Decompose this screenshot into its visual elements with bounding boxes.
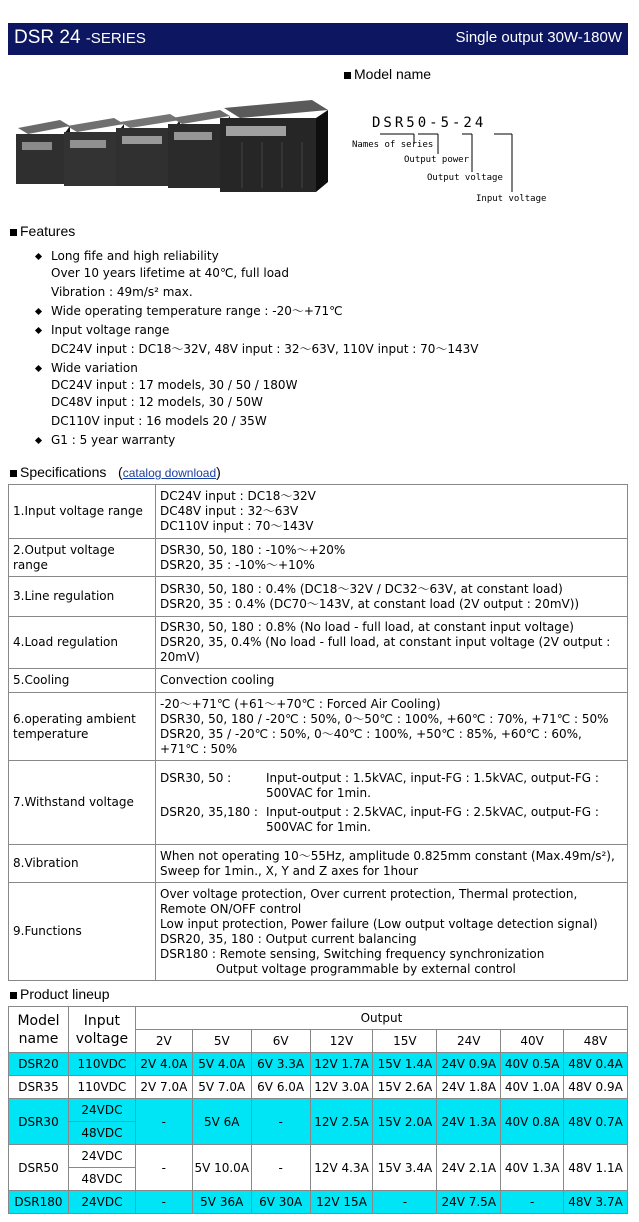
spec-value bbox=[156, 485, 628, 539]
spec-line: Over voltage protection, Over current protection, Thermal protection, bbox=[160, 886, 578, 901]
spec-row bbox=[9, 693, 628, 761]
features-heading bbox=[10, 223, 75, 239]
output-cell: 6V 3.3A bbox=[251, 1053, 310, 1076]
spec-row bbox=[9, 539, 628, 577]
output-cell: 5V 7.0A bbox=[192, 1076, 251, 1099]
table-row bbox=[9, 1076, 628, 1099]
output-cell: 12V 4.3A bbox=[310, 1145, 373, 1191]
header-title bbox=[14, 27, 146, 49]
voltage-header: 5V bbox=[192, 1030, 251, 1053]
spec-line: When not operating 10～55Hz, amplitude 0.825mm constant (Max.49m/s²), bbox=[160, 848, 615, 863]
spec-value bbox=[156, 845, 628, 883]
spec-key: 3.Line regulation bbox=[9, 577, 156, 617]
catalog-download-link[interactable]: catalog download bbox=[122, 466, 217, 480]
lineup-title: Product lineup bbox=[20, 986, 110, 1002]
model-cell: DSR20 bbox=[9, 1053, 69, 1076]
diamond-bullet-icon bbox=[35, 308, 42, 315]
spec-row bbox=[9, 485, 628, 539]
output-cell: 2V 7.0A bbox=[135, 1076, 192, 1099]
features-list bbox=[36, 248, 479, 449]
withstand-text: Input-output : 2.5kVAC, input-FG : 2.5kVAC, output-FG : 500VAC for 1min. bbox=[266, 804, 599, 834]
feature-line: Over 10 years lifetime at 40℃, full load bbox=[51, 266, 290, 280]
header-output: Output bbox=[135, 1007, 627, 1030]
output-cell: - bbox=[501, 1191, 564, 1214]
output-cell: - bbox=[251, 1145, 310, 1191]
voltage-header: 2V bbox=[135, 1030, 192, 1053]
feature-item bbox=[36, 432, 479, 449]
diamond-bullet-icon bbox=[35, 365, 42, 372]
feature-item bbox=[36, 248, 479, 301]
output-cell: 5V 6A bbox=[192, 1099, 251, 1145]
output-cell: 48V 0.7A bbox=[564, 1099, 628, 1145]
spec-value bbox=[156, 577, 628, 617]
output-cell: 15V 3.4A bbox=[373, 1145, 437, 1191]
table-row bbox=[9, 1099, 628, 1122]
spec-row bbox=[9, 577, 628, 617]
model-name-heading bbox=[344, 66, 431, 82]
spec-line: Output voltage programmable by external control bbox=[216, 961, 516, 976]
label-series: Names of series bbox=[352, 140, 434, 150]
model-cell: DSR35 bbox=[9, 1076, 69, 1099]
feature-item bbox=[36, 322, 479, 358]
square-bullet-icon bbox=[344, 72, 351, 79]
spec-line: DSR20, 35 : -10%～+10% bbox=[160, 557, 315, 572]
feature-line: Input voltage range bbox=[51, 323, 170, 337]
specifications-heading: Specifications (catalog download) bbox=[10, 464, 221, 480]
specifications-table bbox=[8, 484, 628, 981]
output-cell: 48V 0.9A bbox=[564, 1076, 628, 1099]
feature-item bbox=[36, 303, 479, 320]
withstand-model: DSR20, 35,180 : bbox=[160, 804, 258, 819]
output-cell: 48V 0.4A bbox=[564, 1053, 628, 1076]
output-cell: 40V 0.8A bbox=[501, 1099, 564, 1145]
output-cell: 12V 15A bbox=[310, 1191, 373, 1214]
spec-line: Low input protection, Power failure (Low output voltage detection signal) bbox=[160, 916, 598, 931]
feature-line: Long fife and high reliability bbox=[51, 249, 219, 263]
model-name-title: Model name bbox=[354, 66, 432, 82]
spec-line: DSR30, 50, 180 : 0.8% (No load - full load, at constant input voltage) bbox=[160, 620, 574, 634]
spec-value bbox=[156, 693, 628, 761]
feature-line: Vibration : 49m/s² max. bbox=[51, 285, 193, 299]
features-title: Features bbox=[20, 223, 76, 239]
label-output-voltage: Output voltage bbox=[427, 173, 503, 183]
voltage-header: 12V bbox=[310, 1030, 373, 1053]
output-cell: 6V 30A bbox=[251, 1191, 310, 1214]
output-cell: 40V 1.0A bbox=[501, 1076, 564, 1099]
spec-line: DSR30, 50, 180 : -10%～+20% bbox=[160, 542, 346, 557]
spec-value bbox=[156, 539, 628, 577]
voltage-header: 48V bbox=[564, 1030, 628, 1053]
output-cell: 12V 3.0A bbox=[310, 1076, 373, 1099]
spec-line: DC48V input : 32～63V bbox=[160, 504, 299, 518]
output-cell: 48V 1.1A bbox=[564, 1145, 628, 1191]
spec-line: DSR20, 35, 180 : Output current balancing bbox=[160, 931, 417, 946]
spec-key: 8.Vibration bbox=[9, 845, 156, 883]
spec-value bbox=[156, 883, 628, 981]
output-cell: 5V 4.0A bbox=[192, 1053, 251, 1076]
diamond-bullet-icon bbox=[35, 437, 42, 444]
output-cell: 24V 7.5A bbox=[437, 1191, 501, 1214]
feature-line: DC48V input : 12 models, 30 / 50W bbox=[51, 395, 263, 409]
output-cell: 12V 1.7A bbox=[310, 1053, 373, 1076]
withstand-entry bbox=[160, 805, 623, 835]
output-cell: 15V 2.0A bbox=[373, 1099, 437, 1145]
spec-line: Remote ON/OFF control bbox=[160, 901, 302, 916]
spec-line: DSR20, 35 / -20℃ : 50%, 0～40℃ : 100%, +50℃ : 85%, +60℃ : 60%, +71℃ : 50% bbox=[160, 726, 582, 756]
feature-line: DC110V input : 16 models 20 / 35W bbox=[51, 414, 267, 428]
spec-line: DSR20, 35, 0.4% (No load - full load, at constant input voltage (2V output : 20mV) bbox=[160, 635, 611, 664]
output-cell: 15V 1.4A bbox=[373, 1053, 437, 1076]
voltage-header: 6V bbox=[251, 1030, 310, 1053]
diamond-bullet-icon bbox=[35, 253, 42, 260]
input-cell: 110VDC bbox=[68, 1053, 135, 1076]
spec-key: 2.Output voltage range bbox=[9, 539, 156, 577]
model-cell: DSR30 bbox=[9, 1099, 69, 1145]
output-cell: - bbox=[251, 1099, 310, 1145]
spec-line: DSR30, 50, 180 : 0.4% (DC18～32V / DC32～63V, at constant load) bbox=[160, 581, 563, 596]
input-cell: 48VDC bbox=[68, 1122, 135, 1145]
spec-line: Convection cooling bbox=[160, 673, 275, 687]
spec-line: -20～+71℃ (+61～+70℃ : Forced Air Cooling) bbox=[160, 696, 441, 711]
series-name: DSR 24 bbox=[14, 27, 81, 48]
output-cell: 5V 10.0A bbox=[192, 1145, 251, 1191]
output-cell: 24V 2.1A bbox=[437, 1145, 501, 1191]
input-cell: 24VDC bbox=[68, 1099, 135, 1122]
output-cell: 24V 0.9A bbox=[437, 1053, 501, 1076]
spec-key: 9.Functions bbox=[9, 883, 156, 981]
spec-key: 6.operating ambient temperature bbox=[9, 693, 156, 761]
input-cell: 48VDC bbox=[68, 1168, 135, 1191]
spec-row bbox=[9, 617, 628, 669]
header-model: Model name bbox=[9, 1007, 69, 1053]
table-row bbox=[9, 1053, 628, 1076]
spec-line: DSR30, 50, 180 / -20℃ : 50%, 0～50℃ : 100%, +60℃ : 70%, +71℃ : 50% bbox=[160, 711, 609, 726]
withstand-model: DSR30, 50 : bbox=[160, 770, 232, 785]
lineup-heading bbox=[10, 986, 110, 1002]
feature-item bbox=[36, 360, 479, 430]
square-bullet-icon bbox=[10, 992, 17, 999]
input-cell: 24VDC bbox=[68, 1145, 135, 1168]
spec-key: 5.Cooling bbox=[9, 669, 156, 693]
output-cell: - bbox=[135, 1099, 192, 1145]
header-subtitle: Single output 30W-180W bbox=[455, 29, 622, 46]
label-input-voltage: Input voltage bbox=[476, 194, 547, 204]
output-cell: - bbox=[135, 1145, 192, 1191]
lineup-header-row bbox=[9, 1007, 628, 1030]
output-cell: 6V 6.0A bbox=[251, 1076, 310, 1099]
output-cell: - bbox=[135, 1191, 192, 1214]
input-cell: 110VDC bbox=[68, 1076, 135, 1099]
withstand-entry bbox=[160, 771, 623, 801]
output-cell: 24V 1.3A bbox=[437, 1099, 501, 1145]
output-cell: 40V 1.3A bbox=[501, 1145, 564, 1191]
spec-line: Sweep for 1min., X, Y and Z axes for 1hour bbox=[160, 863, 419, 878]
spec-line: DSR180 : Remote sensing, Switching frequency synchronization bbox=[160, 946, 545, 961]
spec-key: 7.Withstand voltage bbox=[9, 761, 156, 845]
spec-line: DSR20, 35 : 0.4% (DC70～143V, at constant load (2V output : 20mV)) bbox=[160, 596, 580, 611]
spec-row bbox=[9, 761, 628, 845]
model-code: DSR50-5-24 bbox=[372, 115, 487, 131]
spec-line: DC24V input : DC18～32V bbox=[160, 489, 316, 503]
spec-row bbox=[9, 845, 628, 883]
feature-line: DC24V input : 17 models, 30 / 50 / 180W bbox=[51, 378, 298, 392]
spec-key: 4.Load regulation bbox=[9, 617, 156, 669]
model-cell: DSR50 bbox=[9, 1145, 69, 1191]
spec-row bbox=[9, 883, 628, 981]
feature-line: Wide operating temperature range : -20～+71℃ bbox=[51, 304, 343, 318]
model-cell: DSR180 bbox=[9, 1191, 69, 1214]
product-photo bbox=[12, 98, 330, 200]
withstand-text: Input-output : 1.5kVAC, input-FG : 1.5kVAC, output-FG : 500VAC for 1min. bbox=[266, 770, 599, 800]
label-output-power: Output power bbox=[404, 155, 470, 165]
output-cell: 40V 0.5A bbox=[501, 1053, 564, 1076]
specifications-title: Specifications bbox=[20, 464, 107, 480]
spec-value bbox=[156, 669, 628, 693]
feature-line: DC24V input : DC18～32V, 48V input : 32～63V, 110V input : 70～143V bbox=[51, 342, 479, 356]
input-cell: 24VDC bbox=[68, 1191, 135, 1214]
series-suffix: -SERIES bbox=[85, 30, 146, 47]
header-input: Input voltage bbox=[68, 1007, 135, 1053]
table-row bbox=[9, 1145, 628, 1168]
output-cell: 48V 3.7A bbox=[564, 1191, 628, 1214]
output-cell: - bbox=[373, 1191, 437, 1214]
output-cell: 12V 2.5A bbox=[310, 1099, 373, 1145]
spec-row bbox=[9, 669, 628, 693]
output-cell: 5V 36A bbox=[192, 1191, 251, 1214]
square-bullet-icon bbox=[10, 229, 17, 236]
feature-line: G1 : 5 year warranty bbox=[51, 433, 176, 447]
output-cell: 15V 2.6A bbox=[373, 1076, 437, 1099]
voltage-header: 15V bbox=[373, 1030, 437, 1053]
output-cell: 24V 1.8A bbox=[437, 1076, 501, 1099]
output-cell: 2V 4.0A bbox=[135, 1053, 192, 1076]
header-bar bbox=[8, 23, 628, 55]
square-bullet-icon bbox=[10, 470, 17, 477]
voltage-header: 24V bbox=[437, 1030, 501, 1053]
spec-value bbox=[156, 617, 628, 669]
table-row bbox=[9, 1191, 628, 1214]
spec-line: DC110V input : 70～143V bbox=[160, 519, 314, 533]
voltage-header: 40V bbox=[501, 1030, 564, 1053]
lineup-table bbox=[8, 1006, 628, 1214]
spec-value bbox=[156, 761, 628, 845]
feature-line: Wide variation bbox=[51, 361, 138, 375]
spec-key: 1.Input voltage range bbox=[9, 485, 156, 539]
diamond-bullet-icon bbox=[35, 327, 42, 334]
